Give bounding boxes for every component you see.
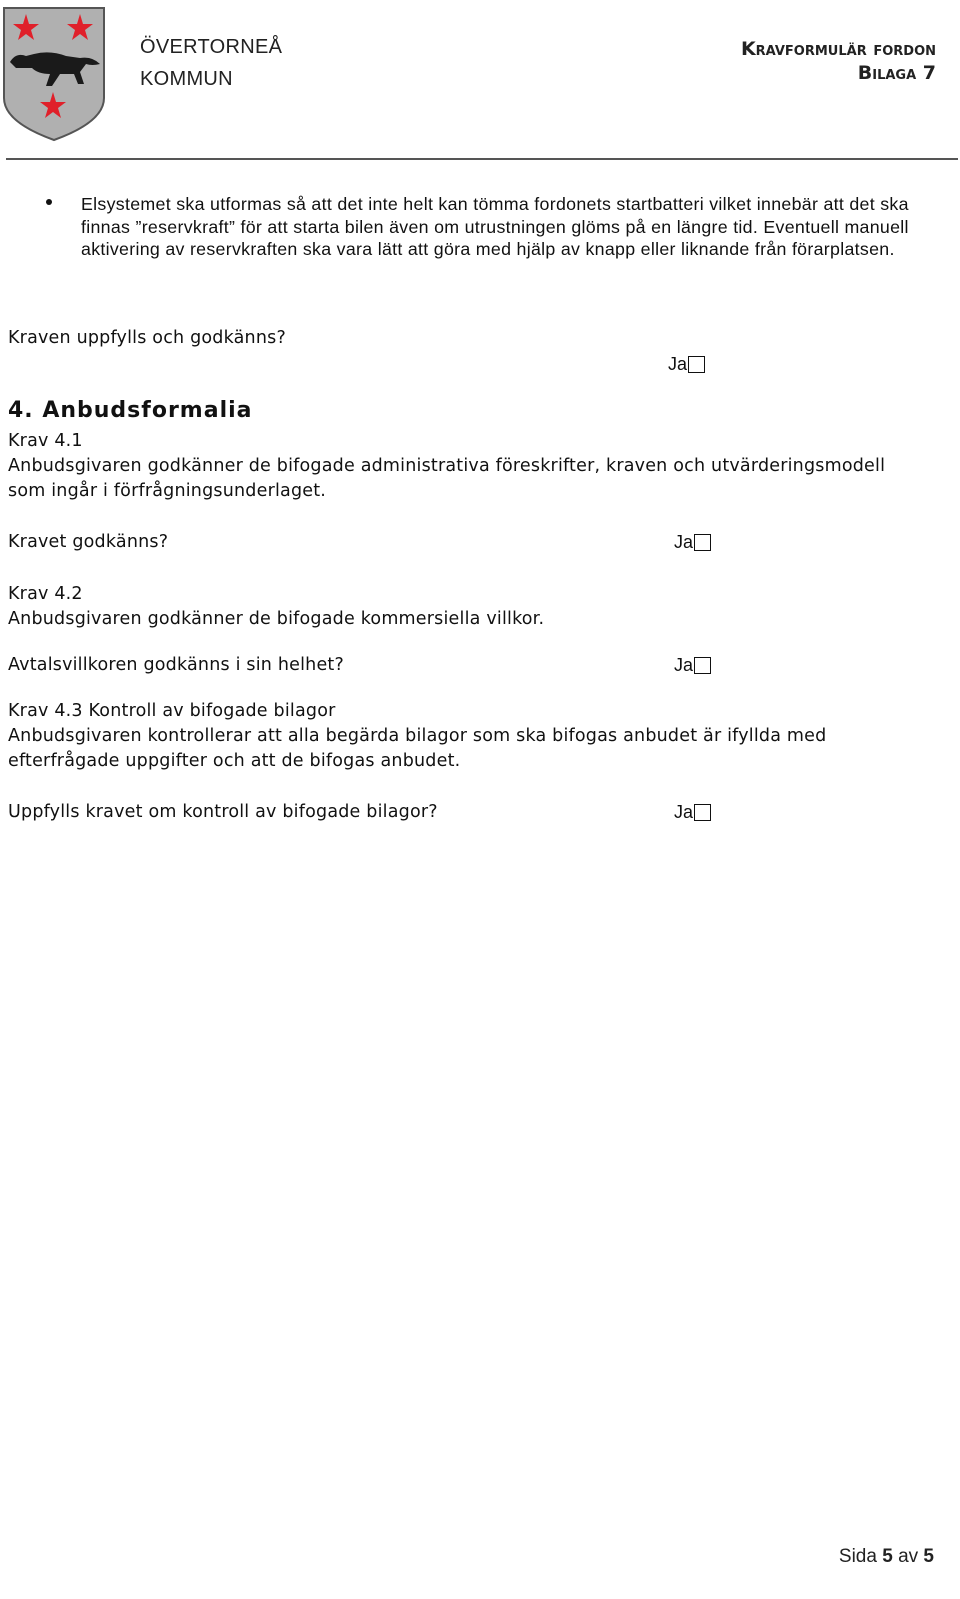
checkbox-icon[interactable] bbox=[694, 657, 711, 674]
krav-4-1-label: Krav 4.1 bbox=[8, 431, 83, 451]
krav-4-2-label: Krav 4.2 bbox=[8, 584, 83, 604]
document-subtitle: Bilaga 7 bbox=[857, 62, 936, 84]
answer-ja-label: Ja bbox=[674, 532, 694, 552]
checkbox-icon[interactable] bbox=[694, 534, 711, 551]
organization-name-line2: KOMMUN bbox=[140, 68, 233, 90]
header-divider bbox=[6, 158, 958, 160]
checkbox-icon[interactable] bbox=[688, 356, 705, 373]
page-separator: av bbox=[898, 1546, 919, 1567]
current-page: 5 bbox=[882, 1546, 893, 1567]
krav-4-2-text: Anbudsgivaren godkänner de bifogade kommersiella villkor. bbox=[8, 609, 545, 629]
answer-ja-checkbox-3[interactable] bbox=[674, 655, 711, 676]
answer-ja-label: Ja bbox=[674, 655, 694, 675]
page-prefix: Sida bbox=[838, 1546, 877, 1567]
document-title: Kravformulär fordon bbox=[740, 38, 936, 60]
organization-name-line1: ÖVERTORNEÅ bbox=[140, 36, 283, 58]
krav-4-1-text: Anbudsgivaren godkänner de bifogade administrativa föreskrifter, kraven och utvärderingsmodell som ingår i förfrågningsunderlaget. bbox=[8, 456, 886, 501]
krav-4-3-question: Uppfylls kravet om kontroll av bifogade bilagor? bbox=[8, 802, 438, 822]
answer-ja-checkbox-2[interactable] bbox=[674, 532, 711, 553]
answer-ja-label: Ja bbox=[668, 354, 688, 374]
section-heading: 4. Anbudsformalia bbox=[8, 398, 253, 423]
municipal-coat-of-arms bbox=[0, 2, 108, 142]
krav-4-1-question: Kravet godkänns? bbox=[8, 532, 169, 552]
checkbox-icon[interactable] bbox=[694, 804, 711, 821]
krav-4-3-label: Krav 4.3 Kontroll av bifogade bilagor bbox=[8, 701, 336, 721]
krav-4-3-text: Anbudsgivaren kontrollerar att alla begärda bilagor som ska bifogas anbudet är ifyllda med efterfrågade uppgifter och att de bifogas anbudet. bbox=[8, 726, 827, 771]
krav-4-2-question: Avtalsvillkoren godkänns i sin helhet? bbox=[8, 655, 344, 675]
bullet-icon bbox=[46, 199, 52, 205]
question-requirements-met: Kraven uppfylls och godkänns? bbox=[8, 328, 286, 348]
answer-ja-label: Ja bbox=[674, 802, 694, 822]
answer-ja-checkbox-1[interactable] bbox=[668, 354, 705, 375]
total-pages: 5 bbox=[923, 1546, 934, 1567]
requirement-bullet-text: Elsystemet ska utformas så att det inte helt kan tömma fordonets startbatteri vilket innebär att det ska finnas ”reservkraft” för att starta bilen även om utrustningen glöms på en längre tid. Eventuell manuell aktivering av reservkraften ska vara lätt att göra med hjälp av knapp eller liknande från förarplatsen. bbox=[81, 194, 909, 259]
answer-ja-checkbox-4[interactable] bbox=[674, 802, 711, 823]
page-number bbox=[839, 1546, 934, 1568]
